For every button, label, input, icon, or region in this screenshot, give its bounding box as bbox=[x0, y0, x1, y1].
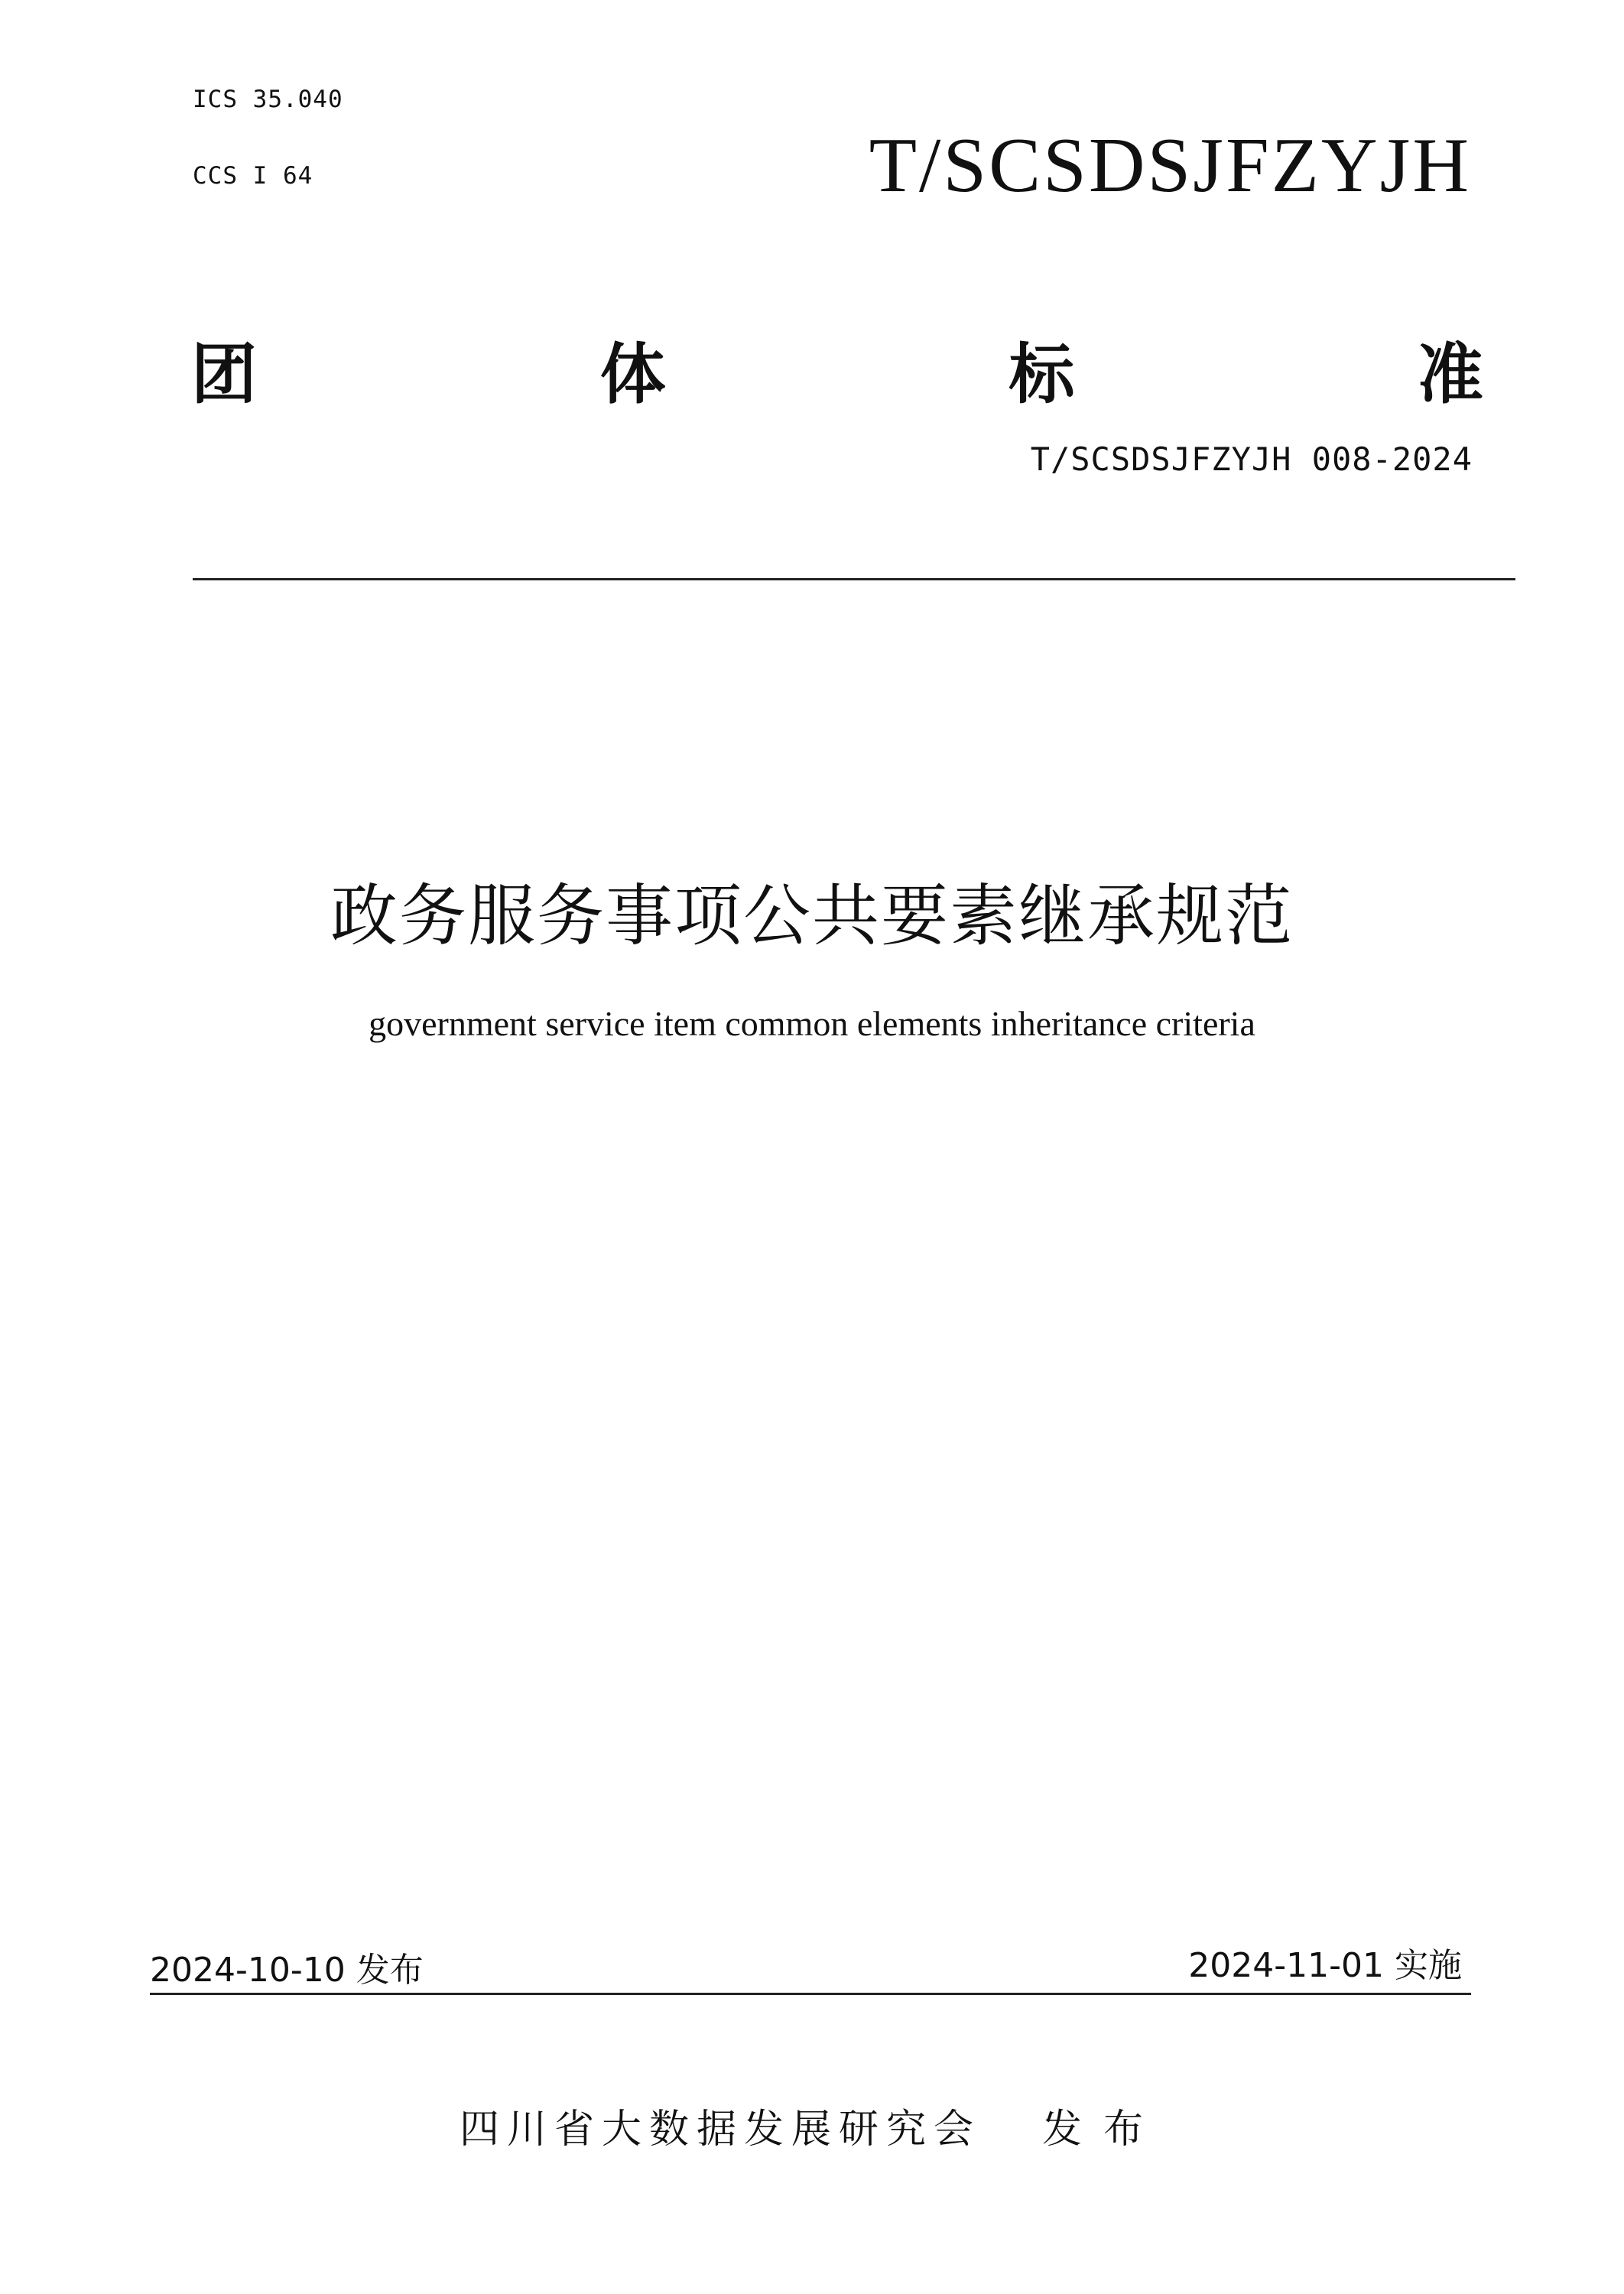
standard-type-char: 准 bbox=[1417, 336, 1483, 413]
publisher-name: 四川省大数据发展研究会 bbox=[459, 2107, 981, 2153]
ccs-code: CCS I 64 bbox=[193, 162, 313, 190]
ics-code: ICS 35.040 bbox=[193, 86, 343, 113]
organization-code: T/SCSDSJFZYJH bbox=[869, 122, 1471, 209]
publish-label: 发布 bbox=[1042, 2107, 1165, 2153]
bottom-divider bbox=[150, 1993, 1471, 1995]
publisher-line bbox=[0, 2097, 1624, 2154]
standard-type-heading bbox=[191, 321, 1483, 416]
issue-date: 2024-10-10 发布 bbox=[150, 1951, 424, 1990]
standard-number: T/SCSDSJFZYJH 008-2024 bbox=[1030, 440, 1473, 478]
document-title-english: government service item common elements inheritance criteria bbox=[369, 1004, 1255, 1043]
top-divider bbox=[193, 578, 1515, 580]
standard-type-char: 团 bbox=[191, 336, 257, 413]
document-title-chinese: 政务服务事项公共要素继承规范 bbox=[330, 876, 1294, 955]
standard-type-char: 标 bbox=[1009, 336, 1075, 413]
standard-type-char: 体 bbox=[599, 336, 666, 413]
effective-date: 2024-11-01 实施 bbox=[1188, 1946, 1462, 1985]
